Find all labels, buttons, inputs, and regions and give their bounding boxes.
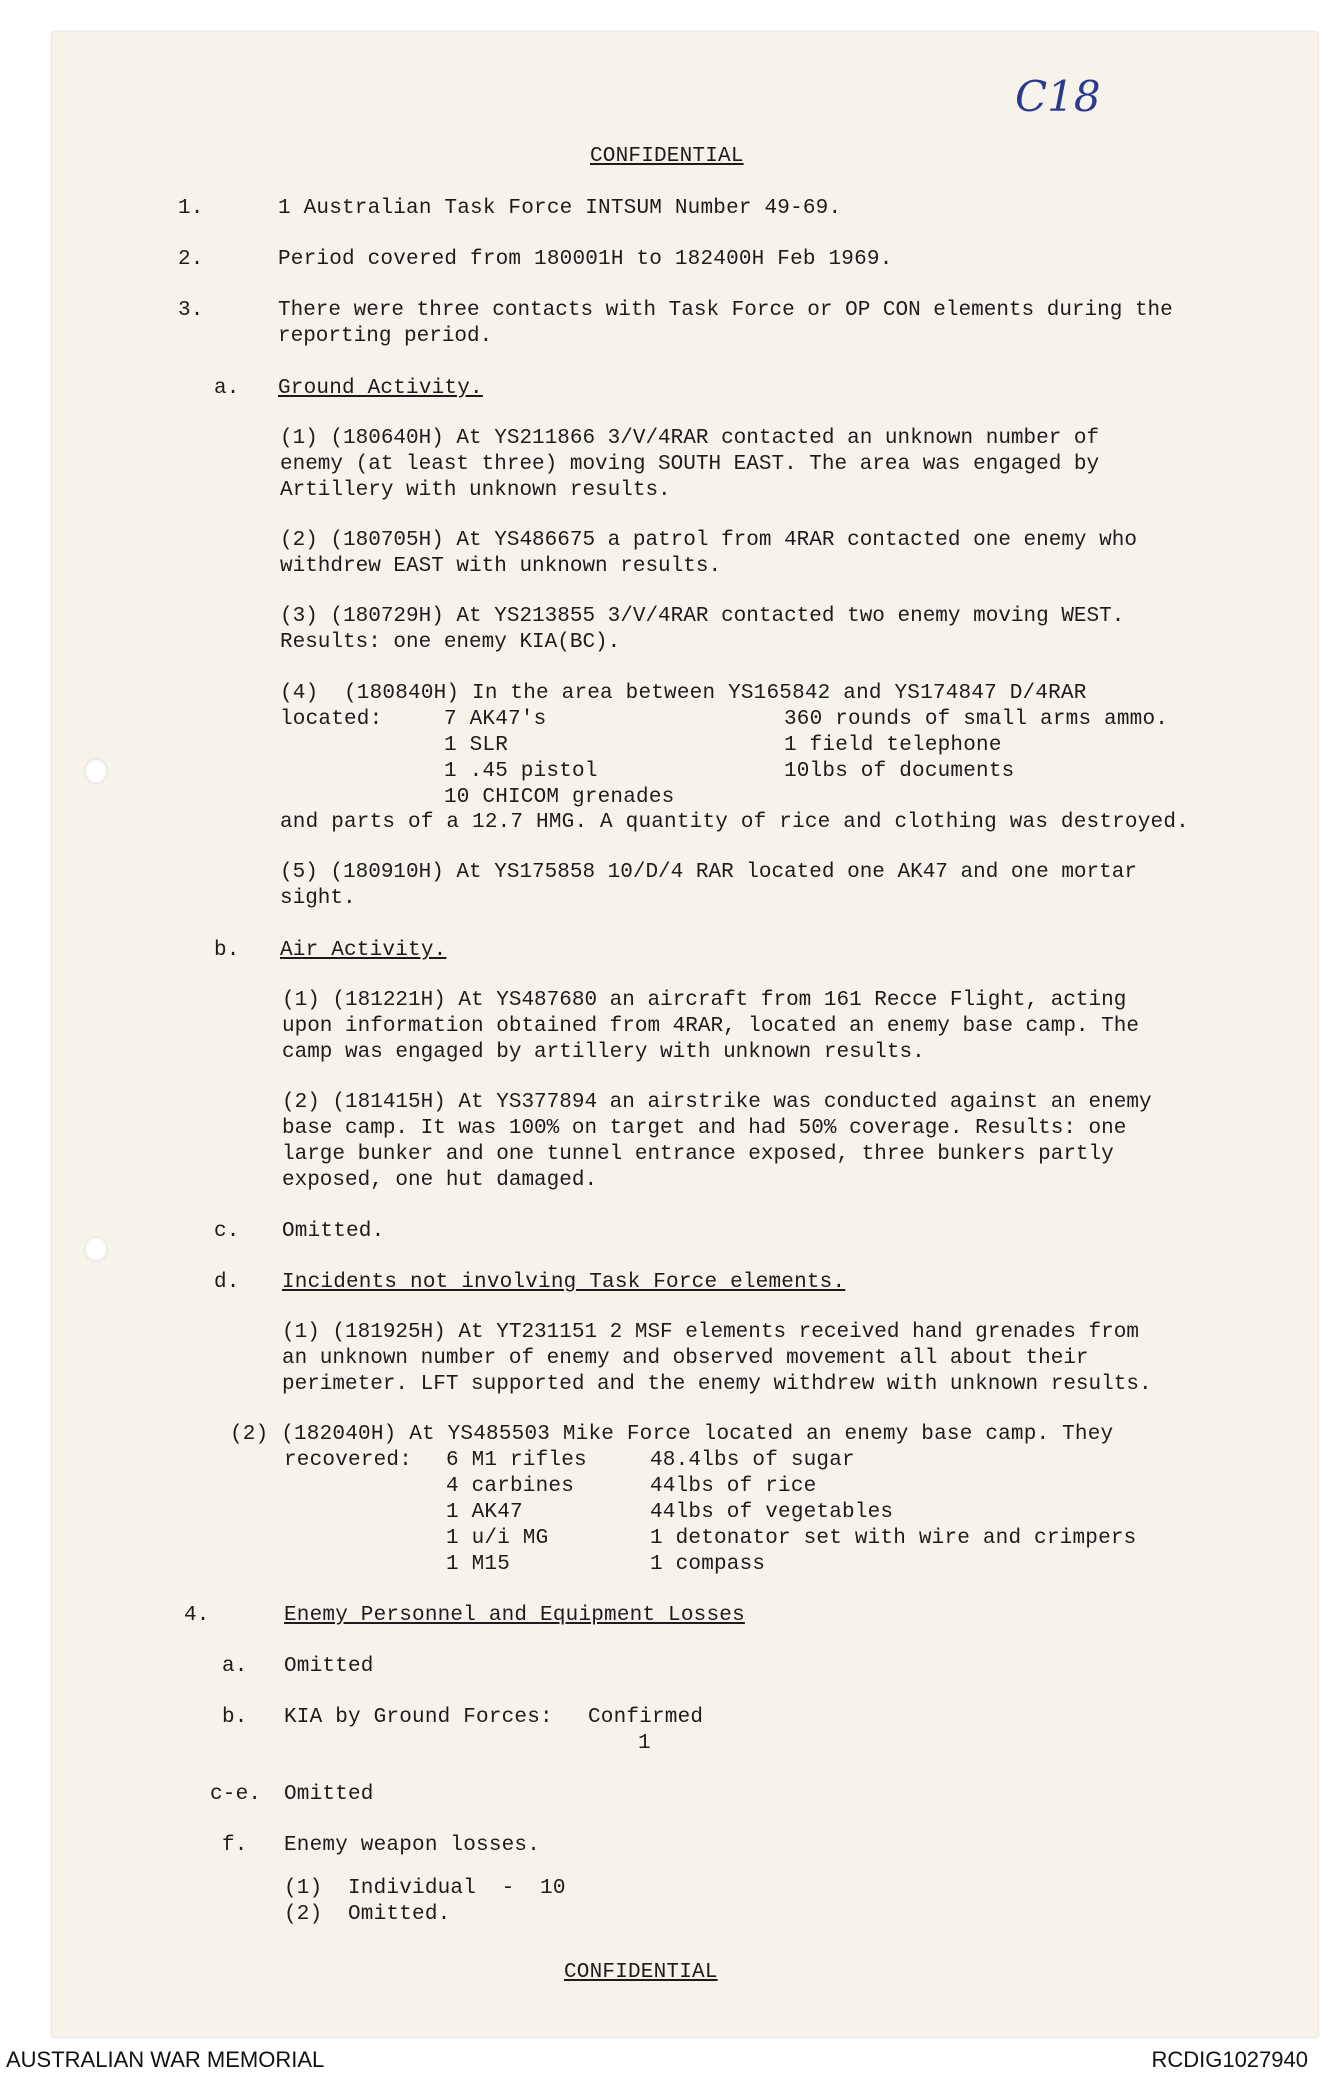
section-heading-incidents: Incidents not involving Task Force elements. — [282, 1271, 846, 1294]
archive-reference: RCDIG1027940 — [1151, 2047, 1308, 2072]
losses-b-value: 1 — [638, 1732, 651, 1755]
ground-finds-left-3: 1 .45 pistol — [444, 760, 598, 783]
section-letter-c: c. — [214, 1220, 240, 1243]
ground-finds-right-1: 360 rounds of small arms ammo. — [784, 708, 1169, 731]
air-paragraph-2: (2) (181415H) At YS377894 an airstrike was conducted against an enemy base camp. It was 100% on target and had 50% coverage. Results: one large bunker and one tunnel entrance exposed, three bunkers partly exposed, one hut damaged. — [282, 1091, 1152, 1192]
losses-b-column-header: Confirmed — [588, 1706, 704, 1729]
incidents-recovered-right-3: 44lbs of vegetables — [650, 1501, 894, 1524]
item-number-1: 1. — [178, 197, 204, 220]
losses-letter-b: b. — [222, 1706, 248, 1729]
ground-paragraph-1: (1) (180640H) At YS211866 3/V/4RAR contacted an unknown number of enemy (at least three) moving SOUTH EAST. The area was engaged by Artillery with unknown results. — [280, 427, 1100, 502]
punch-hole-top — [84, 758, 108, 784]
losses-letter-a: a. — [222, 1655, 248, 1678]
losses-b-label: KIA by Ground Forces: — [284, 1706, 553, 1729]
losses-c-e-text: Omitted — [284, 1783, 374, 1806]
handwritten-annotation: C18 — [1015, 72, 1101, 121]
punch-hole-bottom — [84, 1236, 108, 1262]
ground-paragraph-4-intro: (4) (180840H) In the area between YS165842 and YS174847 D/4RAR — [280, 682, 1087, 705]
losses-f-text: Enemy weapon losses. — [284, 1834, 541, 1857]
ground-finds-left-1: 7 AK47's — [444, 708, 547, 731]
incidents-recovered-left-3: 1 AK47 — [446, 1501, 523, 1524]
section-heading-air: Air Activity. — [280, 939, 447, 962]
item-text-2: Period covered from 180001H to 182400H Feb 1969. — [278, 248, 893, 271]
incidents-recovered-left-4: 1 u/i MG — [446, 1527, 549, 1550]
item-number-3: 3. — [178, 299, 204, 322]
classification-footer: CONFIDENTIAL — [564, 1961, 718, 1984]
incidents-recovered-right-1: 48.4lbs of sugar — [650, 1449, 855, 1472]
item-number-2: 2. — [178, 248, 204, 271]
incidents-recovered-right-4: 1 detonator set with wire and crimpers — [650, 1527, 1137, 1550]
losses-letter-c-e: c-e. — [210, 1783, 262, 1806]
section-heading-ground: Ground Activity. — [278, 377, 483, 400]
incidents-recovered-right-5: 1 compass — [650, 1553, 766, 1576]
item-number-4: 4. — [184, 1604, 210, 1627]
section-heading-losses: Enemy Personnel and Equipment Losses — [284, 1604, 745, 1627]
air-paragraph-1: (1) (181221H) At YS487680 an aircraft from 161 Recce Flight, acting upon information obtained from 4RAR, located an enemy base camp. The camp was engaged by artillery with unknown results. — [282, 989, 1139, 1064]
ground-finds-right-2: 1 field telephone — [784, 734, 1002, 757]
ground-finds-left-2: 1 SLR — [444, 734, 509, 757]
incidents-recovered-left-2: 4 carbines — [446, 1475, 575, 1498]
section-letter-a: a. — [214, 377, 240, 400]
section-letter-b: b. — [214, 939, 240, 962]
incidents-recovered-right-2: 44lbs of rice — [650, 1475, 817, 1498]
ground-located-label: located: — [280, 708, 383, 731]
incidents-recovered-label: recovered: — [284, 1449, 413, 1472]
incidents-recovered-left-1: 6 M1 rifles — [446, 1449, 587, 1472]
section-c-text: Omitted. — [282, 1220, 385, 1243]
item-text-1: 1 Australian Task Force INTSUM Number 49-69. — [278, 197, 842, 220]
losses-f-item-2: (2) Omitted. — [284, 1903, 451, 1926]
losses-a-text: Omitted — [284, 1655, 374, 1678]
ground-finds-left-4: 10 CHICOM grenades — [444, 786, 675, 809]
incidents-paragraph-1: (1) (181925H) At YT231151 2 MSF elements received hand grenades from an unknown number of enemy and observed movement all about their perimeter. LFT supported and the enemy withdrew with unknown results. — [282, 1321, 1152, 1396]
ground-paragraph-4-tail: and parts of a 12.7 HMG. A quantity of rice and clothing was destroyed. — [280, 811, 1189, 834]
losses-letter-f: f. — [222, 1834, 248, 1857]
ground-paragraph-2: (2) (180705H) At YS486675 a patrol from 4RAR contacted one enemy who withdrew EAST with unknown results. — [280, 529, 1137, 578]
section-letter-d: d. — [214, 1271, 240, 1294]
incidents-paragraph-2-intro: (2) (182040H) At YS485503 Mike Force located an enemy base camp. They — [230, 1423, 1114, 1446]
item-text-3: There were three contacts with Task Force or OP CON elements during the reporting period. — [278, 299, 1173, 348]
ground-paragraph-3: (3) (180729H) At YS213855 3/V/4RAR contacted two enemy moving WEST. Results: one enemy KIA(BC). — [280, 605, 1125, 654]
losses-f-item-1: (1) Individual - 10 — [284, 1877, 566, 1900]
archive-credit: AUSTRALIAN WAR MEMORIAL — [6, 2047, 325, 2072]
ground-finds-right-3: 10lbs of documents — [784, 760, 1015, 783]
ground-paragraph-5: (5) (180910H) At YS175858 10/D/4 RAR located one AK47 and one mortar sight. — [280, 861, 1137, 910]
incidents-recovered-left-5: 1 M15 — [446, 1553, 511, 1576]
classification-header: CONFIDENTIAL — [590, 145, 744, 168]
